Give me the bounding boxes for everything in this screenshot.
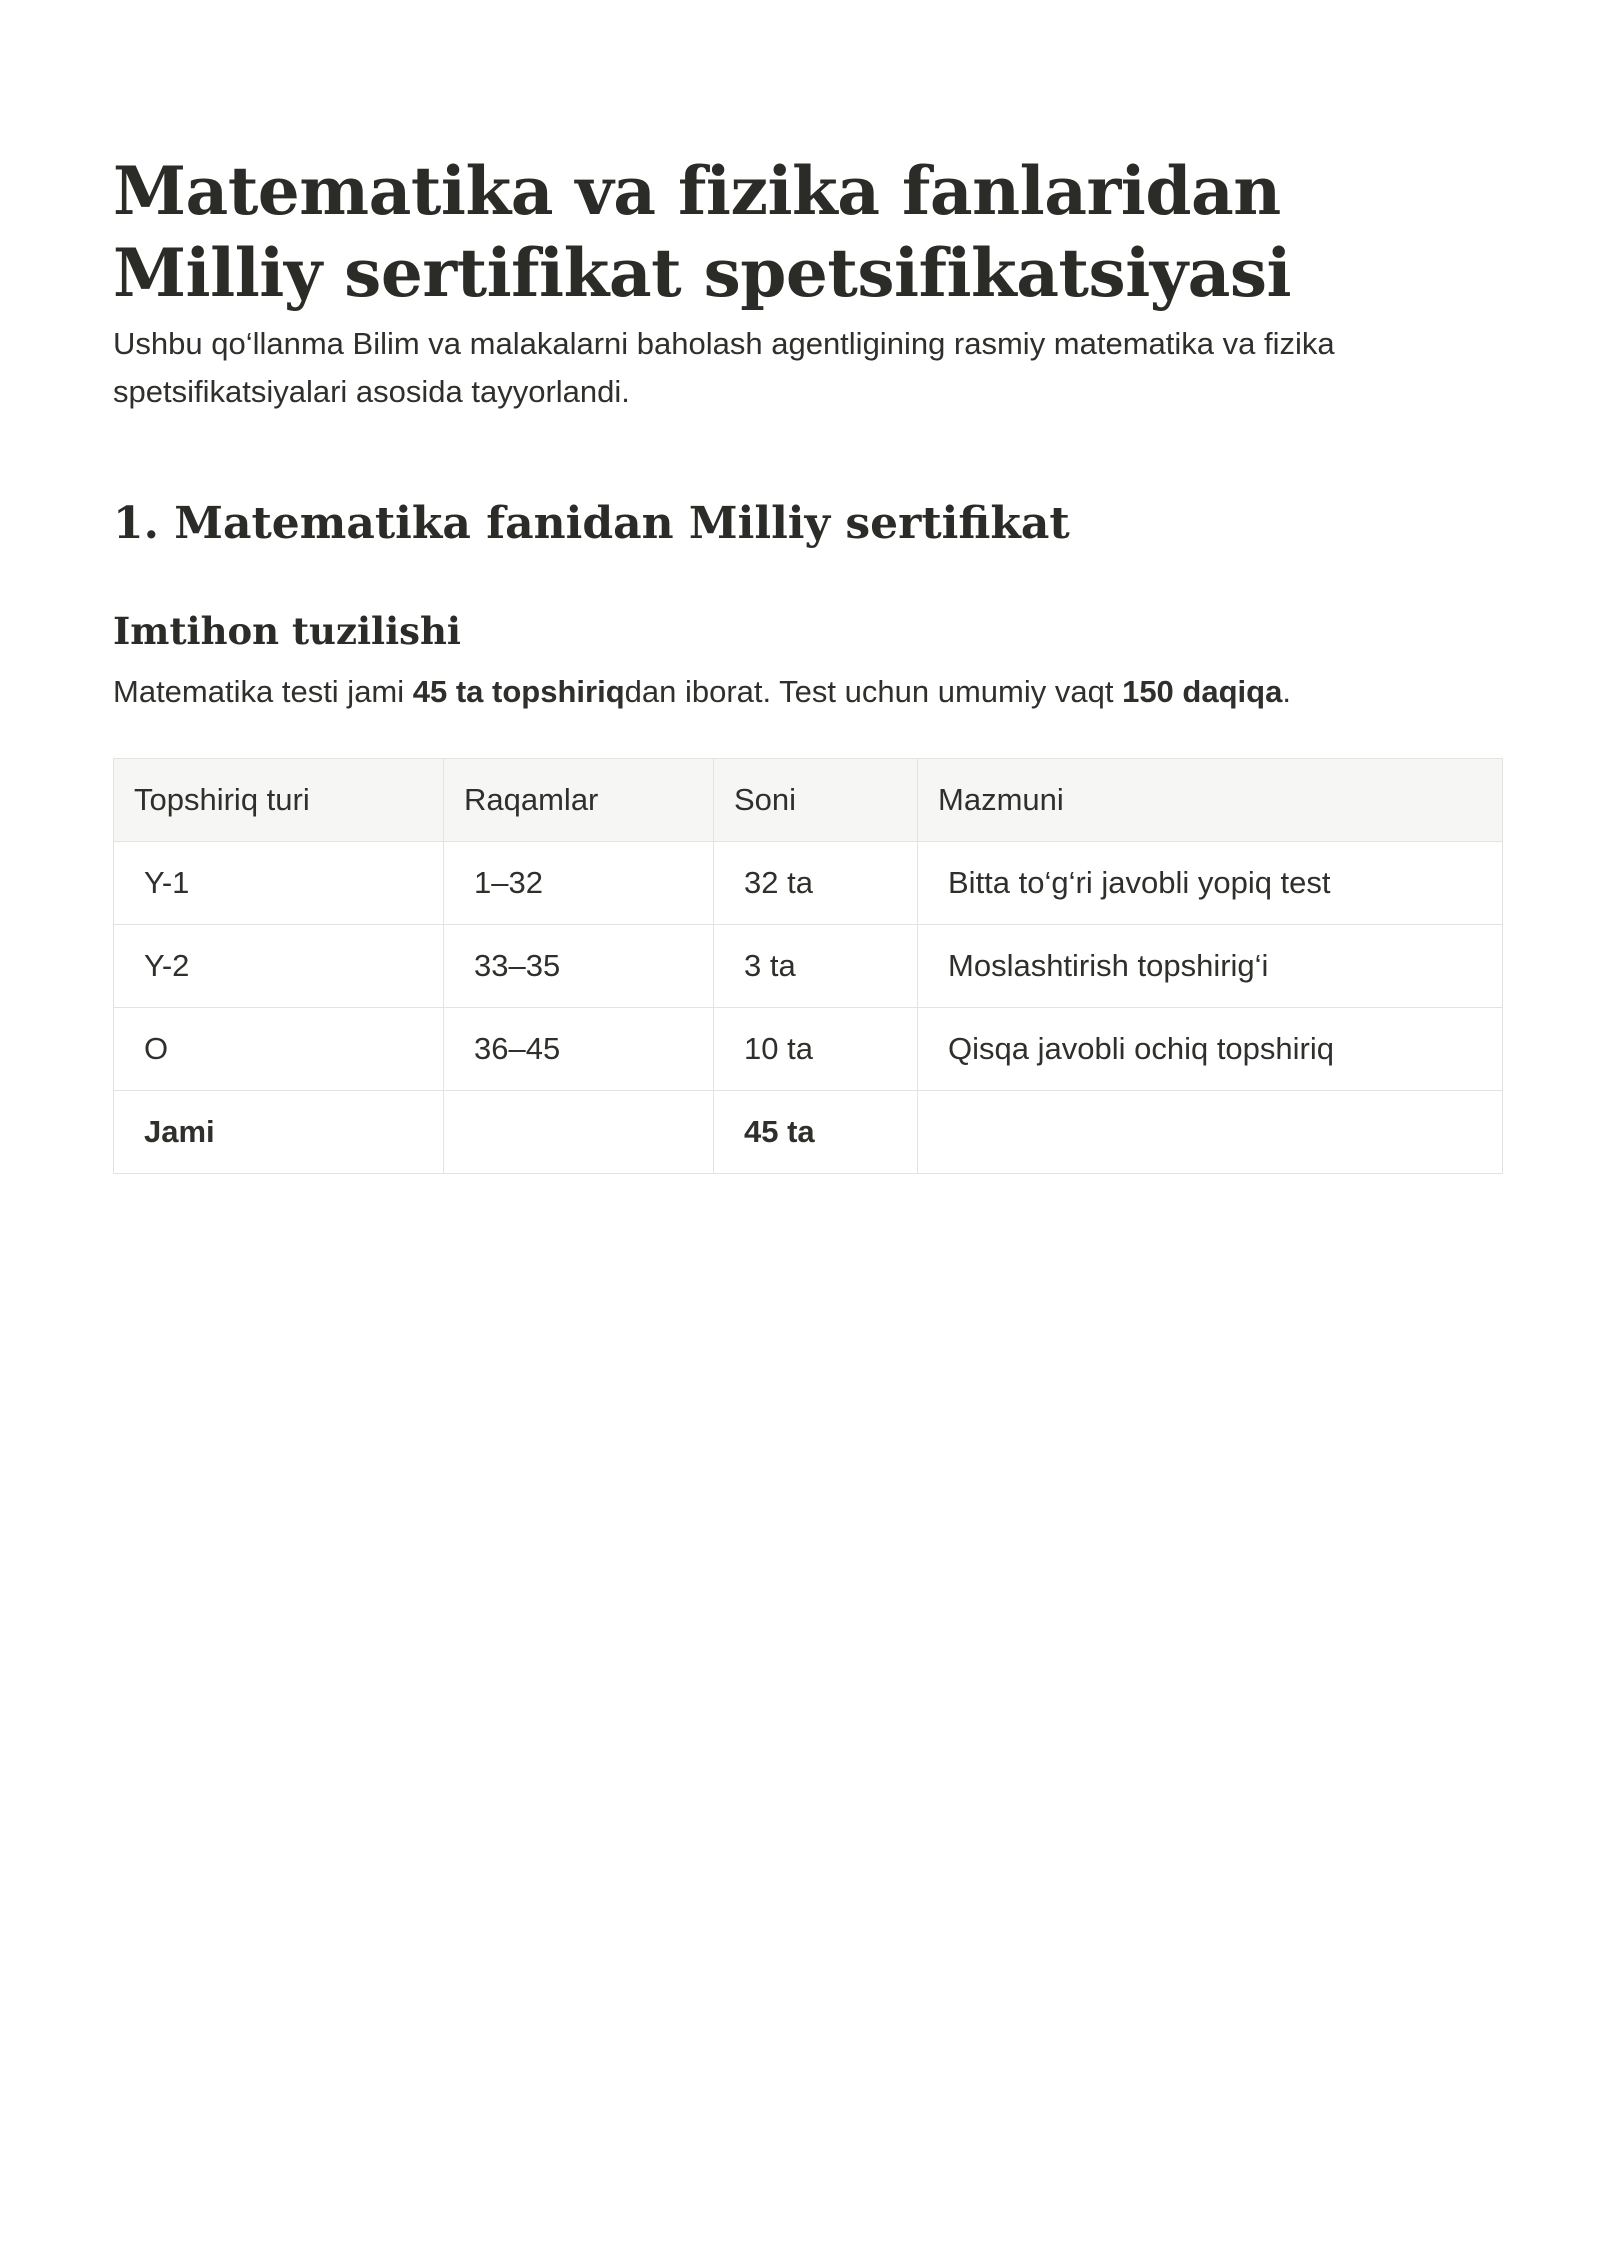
document-page [113, 150, 1503, 1174]
table-cell: Moslashtirish topshirig‘i [918, 925, 1503, 1008]
table-row [114, 925, 1503, 1008]
paragraph-text: . [1282, 674, 1291, 709]
total-count-cell: 45 ta [714, 1091, 918, 1174]
table-cell: 33–35 [444, 925, 714, 1008]
section-subheading: Imtihon tuzilishi [113, 609, 461, 653]
paragraph-text: dan iborat. Test uchun umumiy vaqt [624, 674, 1123, 709]
table-row [114, 1008, 1503, 1091]
table-header-row [114, 759, 1503, 842]
page-subtitle: Ushbu qo‘llanma Bilim va malakalarni baholash agentligining rasmiy matematika va fizika spetsifikatsiyalari asosida tayyorlandi. [113, 326, 1335, 409]
column-header: Topshiriq turi [114, 759, 444, 842]
table-row [114, 842, 1503, 925]
table-cell: 3 ta [714, 925, 918, 1008]
table-cell: O [114, 1008, 444, 1091]
table-cell: Bitta to‘g‘ri javobli yopiq test [918, 842, 1503, 925]
table-cell [918, 1091, 1503, 1174]
table-total-row [114, 1091, 1503, 1174]
table-cell: 36–45 [444, 1008, 714, 1091]
table-cell: Y-2 [114, 925, 444, 1008]
table-cell: 32 ta [714, 842, 918, 925]
table-cell: Qisqa javobli ochiq topshiriq [918, 1008, 1503, 1091]
table-cell: 1–32 [444, 842, 714, 925]
exam-structure-table [113, 758, 1503, 1174]
table-cell: Y-1 [114, 842, 444, 925]
column-header: Raqamlar [444, 759, 714, 842]
section-heading: 1. Matematika fanidan Milliy sertifikat [113, 498, 1070, 549]
table-cell [444, 1091, 714, 1174]
exam-structure-paragraph [113, 668, 1503, 716]
total-label-cell: Jami [114, 1091, 444, 1174]
column-header: Mazmuni [918, 759, 1503, 842]
task-count-bold: 45 ta topshiriq [412, 674, 625, 709]
column-header: Soni [714, 759, 918, 842]
table-cell: 10 ta [714, 1008, 918, 1091]
duration-bold: 150 daqiqa [1122, 674, 1283, 709]
paragraph-text: Matematika testi jami [113, 674, 413, 709]
page-title: Matematika va fizika fanlaridan Milliy sertifikat spetsifikatsiyasi [113, 152, 1292, 312]
